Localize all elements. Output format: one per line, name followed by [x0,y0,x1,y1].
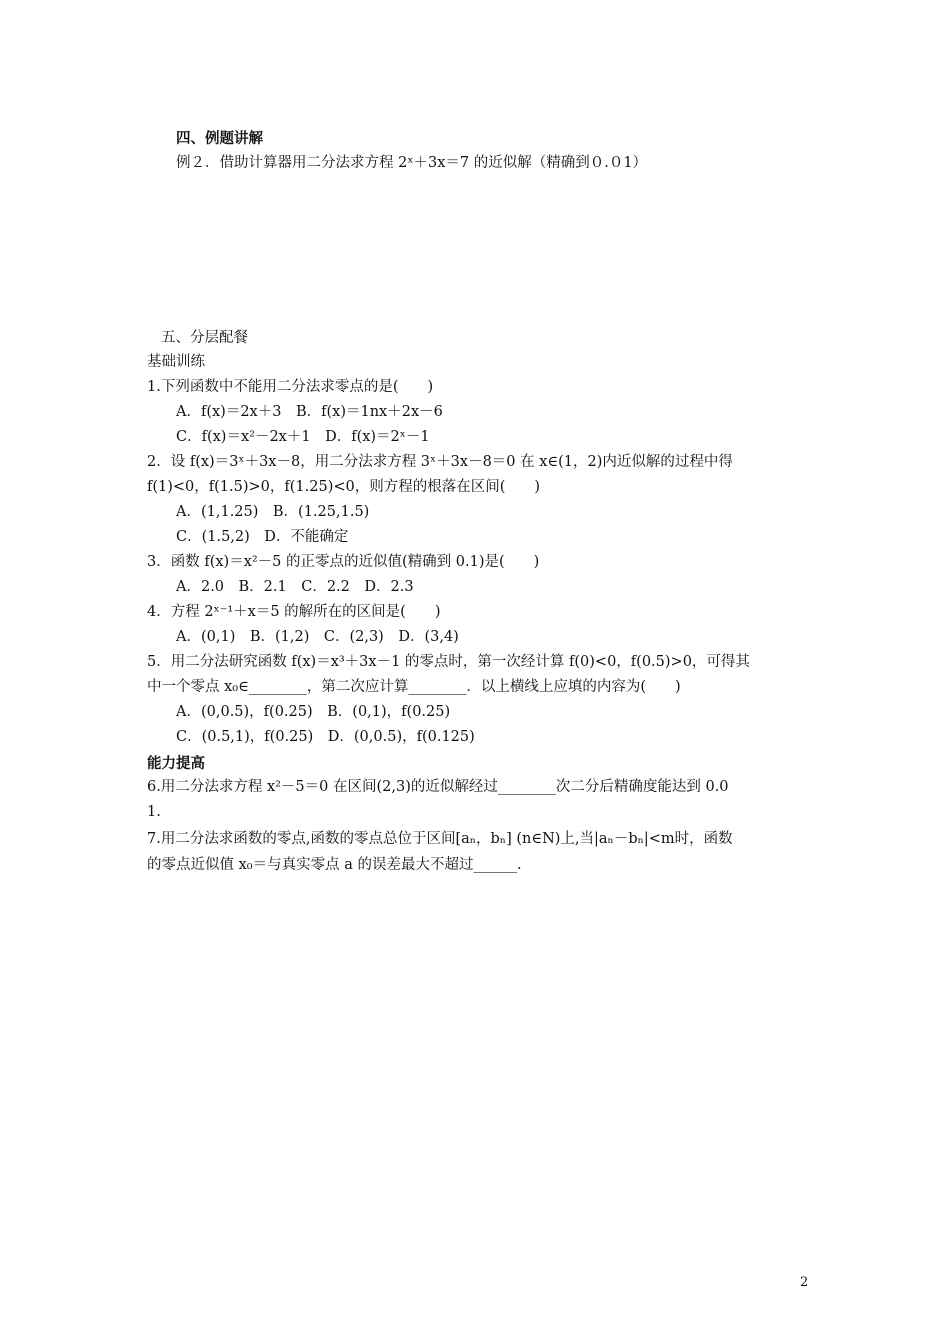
question-5-stem-line1: 5．用二分法研究函数 f(x)＝x³＋3x－1 的零点时，第一次经计算 f(0)<0，f(0.5)>0，可得其 [147,654,750,670]
question-4-options: A．(0,1) B．(1,2) C．(2,3) D．(3,4) [176,629,459,645]
section5-title: 五、分层配餐 [161,330,248,346]
question-7-line2: 的零点近似值 x₀＝与真实零点 a 的误差最大不超过______. [147,857,522,873]
question-6-line2: 1. [147,804,161,820]
question-5-options-cd: C．(0.5,1)，f(0.25) D．(0,0.5)，f(0.125) [176,729,475,745]
section4-title: 四、例题讲解 [176,131,263,147]
question-7-line1: 7.用二分法求函数的零点,函数的零点总位于区间[aₙ，bₙ] (n∈N)上,当|aₙ－bₙ|<m时，函数 [147,831,733,847]
page-number: 2 [800,1275,809,1290]
advanced-title: 能力提高 [147,756,205,772]
basic-training-title: 基础训练 [147,354,205,370]
question-5-stem-line2: 中一个零点 x₀∈________，第二次应计算________．以上横线上应填的内容为( ) [147,679,681,695]
question-1-options-ab: A．f(x)＝2x＋3 B．f(x)＝1nx＋2x－6 [176,404,443,420]
question-1-options-cd: C．f(x)＝x²－2x＋1 D．f(x)＝2ˣ－1 [176,429,430,445]
example2-text: 例２．借助计算器用二分法求方程 2ˣ＋3x＝7 的近似解（精确到０.０1） [176,155,648,171]
question-4-stem: 4．方程 2ˣ⁻¹＋x＝5 的解所在的区间是( ) [147,604,441,620]
question-3-stem: 3．函数 f(x)＝x²－5 的正零点的近似值(精确到 0.1)是( ) [147,554,540,570]
question-3-options: A．2.0 B．2.1 C．2.2 D．2.3 [176,579,414,595]
question-1-stem: 1.下列函数中不能用二分法求零点的是( ) [147,379,434,395]
question-2-options-ab: A．(1,1.25) B．(1.25,1.5) [176,504,370,520]
question-5-options-ab: A．(0,0.5)，f(0.25) B．(0,1)，f(0.25) [176,704,451,720]
question-6-line1: 6.用二分法求方程 x²－5＝0 在区间(2,3)的近似解经过________次二分后精确度能达到 0.0 [147,779,729,795]
question-2-stem-line2: f(1)<0，f(1.5)>0，f(1.25)<0，则方程的根落在区间( ) [147,479,541,495]
question-2-stem-line1: 2．设 f(x)＝3ˣ＋3x－8，用二分法求方程 3ˣ＋3x－8＝0 在 x∈(1，2)内近似解的过程中得 [147,454,733,470]
question-2-options-cd: C．(1.5,2) D．不能确定 [176,529,349,545]
